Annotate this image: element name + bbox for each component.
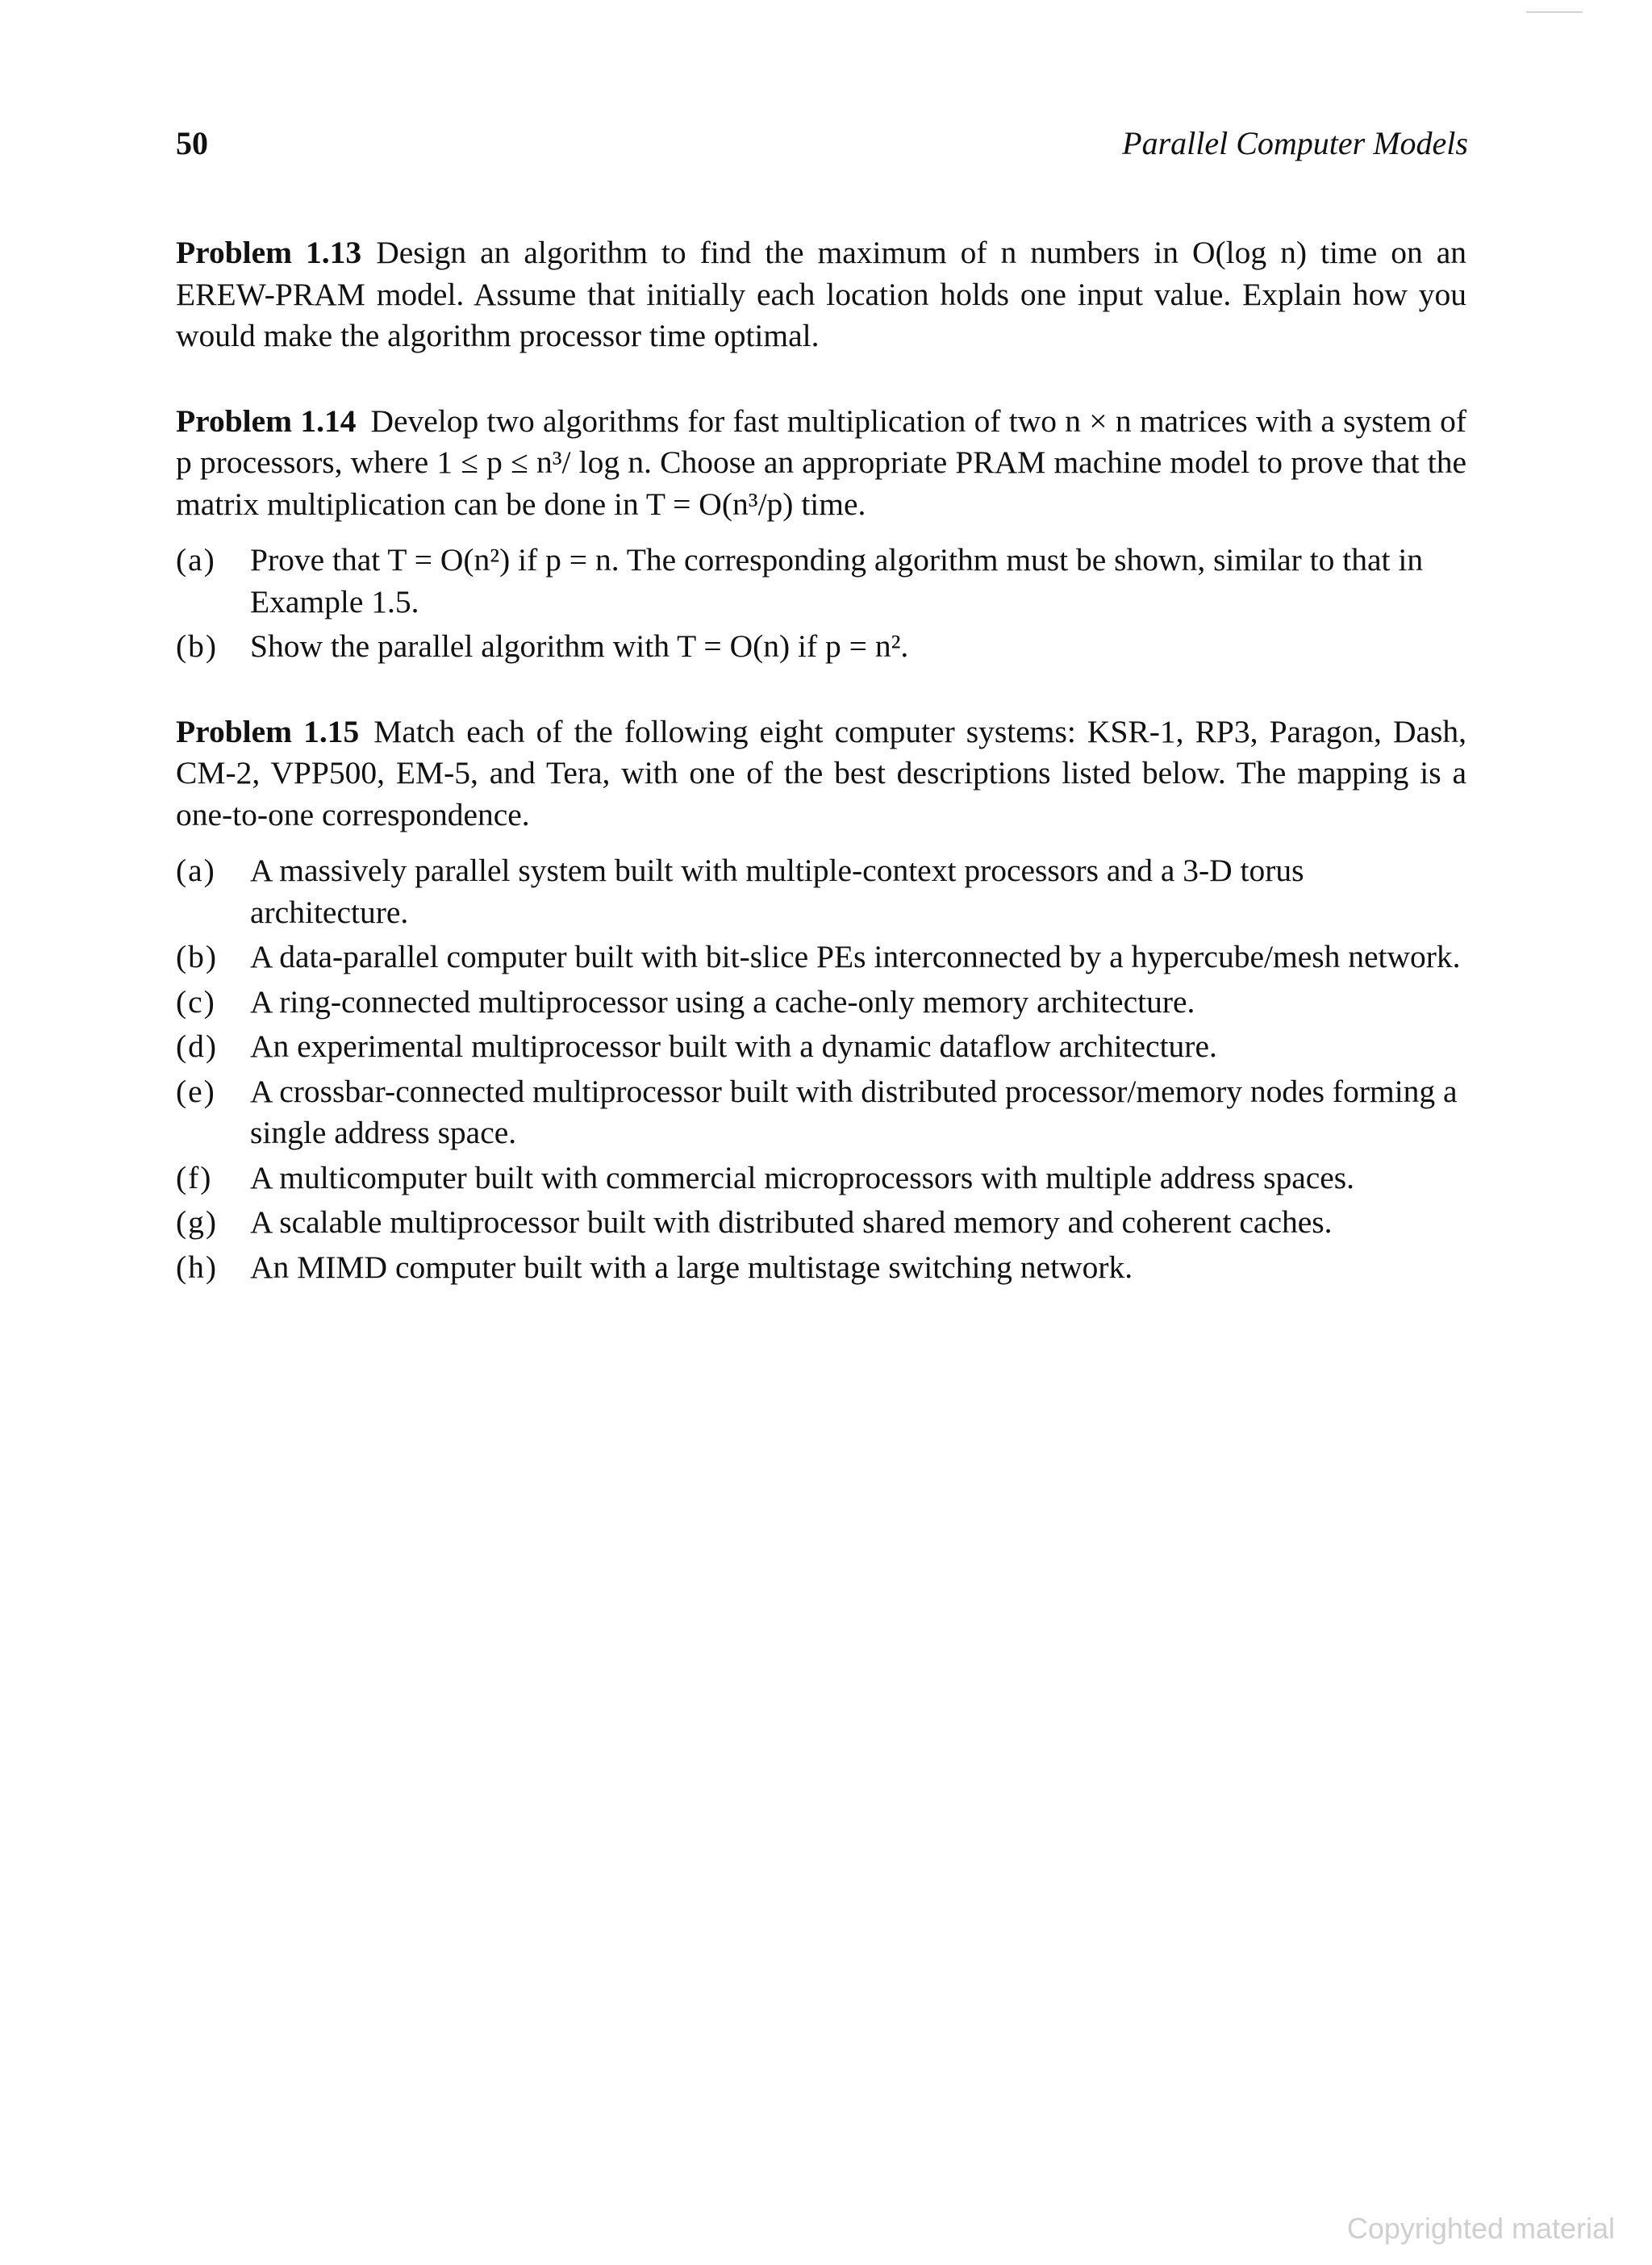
list-item [176, 1158, 1466, 1199]
sub-item-list [176, 850, 1466, 1288]
list-item [176, 850, 1466, 933]
problem-block [176, 711, 1466, 1289]
item-tag: (f) [176, 1159, 213, 1195]
item-text: A data-parallel computer built with bit-slice PEs interconnected by a hypercube/mesh network. [250, 939, 1461, 974]
list-item [176, 1026, 1466, 1068]
item-tag: (g) [176, 1204, 219, 1240]
item-text: A crossbar-connected multiprocessor built with distributed processor/memory nodes forming a single address space. [250, 1073, 1458, 1150]
item-tag: (b) [176, 939, 219, 974]
item-text: A multicomputer built with commercial microprocessors with multiple address spaces. [250, 1159, 1355, 1195]
item-text: A scalable multiprocessor built with distributed shared memory and coherent caches. [250, 1204, 1333, 1240]
problem-statement [176, 711, 1466, 836]
problem-label: Problem 1.13 [176, 235, 362, 270]
list-item [176, 936, 1466, 978]
item-tag: (b) [176, 628, 219, 664]
item-tag: (e) [176, 1073, 216, 1109]
problem-block [176, 401, 1466, 668]
item-text: Prove that T = O(n²) if p = n. The corresponding algorithm must be shown, similar to that in Example 1.5. [250, 542, 1424, 619]
problem-label: Problem 1.15 [176, 713, 360, 749]
list-item [176, 1202, 1466, 1244]
scan-artifact [1526, 11, 1583, 13]
list-item [176, 626, 1466, 668]
sub-item-list [176, 540, 1466, 668]
list-item [176, 540, 1466, 623]
problem-text: Design an algorithm to find the maximum of n numbers in O(log n) time on an EREW-PRAM model. Assume that initially each location holds one input value. Explain how you would make the algorithm processor time optimal. [176, 235, 1466, 353]
problem-block [176, 232, 1466, 357]
problem-statement [176, 401, 1466, 526]
list-item [176, 1071, 1466, 1154]
item-text: A ring-connected multiprocessor using a cache-only memory architecture. [250, 983, 1195, 1020]
item-text: Show the parallel algorithm with T = O(n) if p = n². [250, 628, 909, 664]
item-tag: (h) [176, 1249, 219, 1285]
running-head: Parallel Computer Models [1122, 125, 1468, 161]
item-tag: (c) [176, 983, 216, 1020]
item-tag: (a) [176, 542, 216, 578]
page-number: 50 [176, 125, 208, 161]
page-header [176, 124, 1468, 162]
list-item [176, 1247, 1466, 1289]
copyright-watermark: Copyrighted material [1346, 2212, 1615, 2245]
item-text: A massively parallel system built with multiple-context processors and a 3-D torus architecture. [250, 853, 1304, 930]
problem-text: Develop two algorithms for fast multiplication of two n × n matrices with a system of p processors, where 1 ≤ p ≤ n³/ log n. Choose an appropriate PRAM machine model to prove that the matrix multiplication can be done in T = O(n³/p) time. [176, 403, 1467, 522]
list-item [176, 982, 1466, 1024]
item-tag: (d) [176, 1028, 219, 1064]
problem-statement [176, 232, 1466, 357]
problem-label: Problem 1.14 [176, 403, 357, 439]
problem-text: Match each of the following eight computer systems: KSR-1, RP3, Paragon, Dash, CM-2, VPP500, EM-5, and Tera, with one of the best descriptions listed below. The mapping is a one-to-one correspondence. [176, 713, 1466, 832]
problems-section [176, 232, 1466, 1291]
item-text: An experimental multiprocessor built with a dynamic dataflow architecture. [250, 1028, 1217, 1064]
item-text: An MIMD computer built with a large multistage switching network. [250, 1249, 1133, 1285]
item-tag: (a) [176, 853, 216, 888]
